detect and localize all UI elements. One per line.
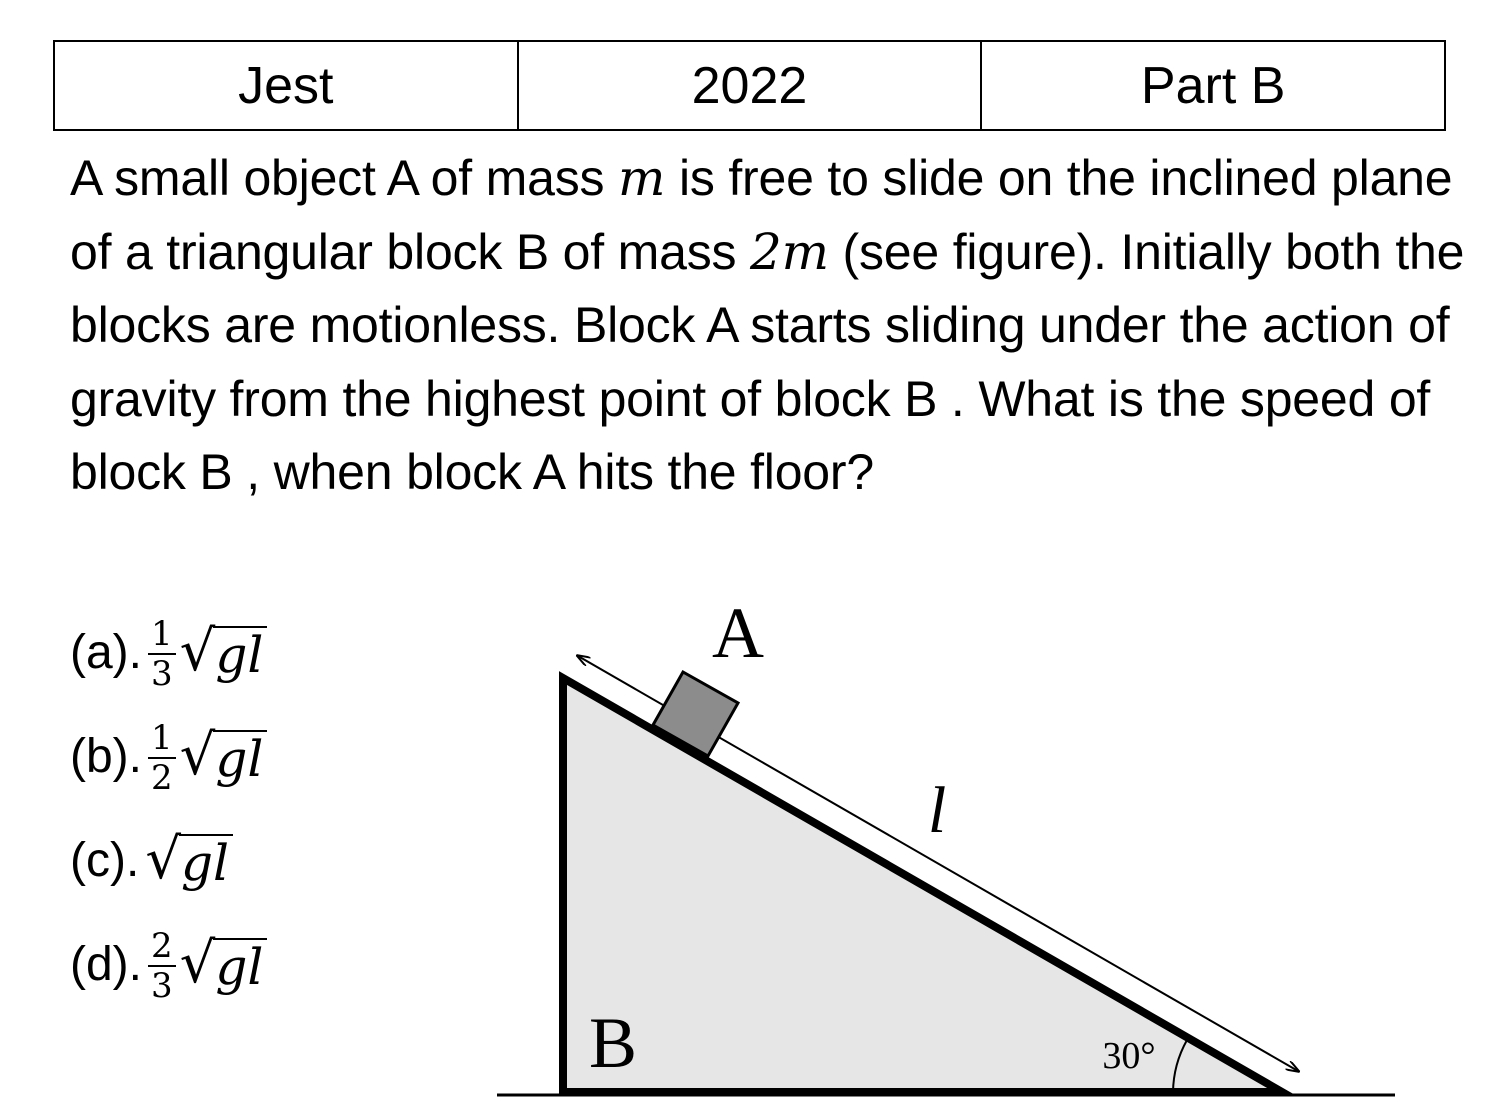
radical-icon: √ xyxy=(145,827,181,892)
option-a-label: (a). xyxy=(70,625,142,679)
label-l: l xyxy=(927,774,947,847)
header-part: Part B xyxy=(981,41,1445,130)
option-c-label: (c). xyxy=(70,833,140,887)
question-part-1: A small object A of mass xyxy=(70,150,619,206)
option-b-denominator: 2 xyxy=(151,758,173,798)
angle-label: 30° xyxy=(1102,1035,1156,1077)
option-d-radicand: gl xyxy=(213,938,267,994)
header-year: 2022 xyxy=(518,41,982,130)
option-b-numerator: 1 xyxy=(148,719,176,759)
label-a: A xyxy=(712,593,764,673)
mass-var-2m: 2m xyxy=(750,222,829,281)
radical-icon: √ xyxy=(179,931,216,996)
option-b-label: (b). xyxy=(70,729,142,783)
option-d-numerator: 2 xyxy=(148,927,176,967)
radical-icon: √ xyxy=(179,619,216,684)
option-a-denominator: 3 xyxy=(151,654,173,694)
option-d-label: (d). xyxy=(70,937,142,991)
option-a-numerator: 1 xyxy=(148,615,176,655)
question-part-3: (see figure). Initially both the blocks are motionless. Block A starts sliding under the action of gravity from the highest point of block B . What is the speed of block B , when block A hits the floor? xyxy=(70,223,1465,500)
option-a-radicand: gl xyxy=(213,626,267,682)
mass-var-m: m xyxy=(618,149,666,207)
question-part-2: is free to slide on the inclined plane of a triangular block B of mass xyxy=(70,150,1453,280)
radical-icon: √ xyxy=(179,723,216,788)
label-b: B xyxy=(588,1003,638,1083)
header-exam-name: Jest xyxy=(54,41,518,130)
block-b-triangle xyxy=(563,678,1282,1092)
option-c-radicand: gl xyxy=(179,834,233,890)
option-d-denominator: 3 xyxy=(151,966,173,1006)
option-b-radicand: gl xyxy=(213,730,267,786)
